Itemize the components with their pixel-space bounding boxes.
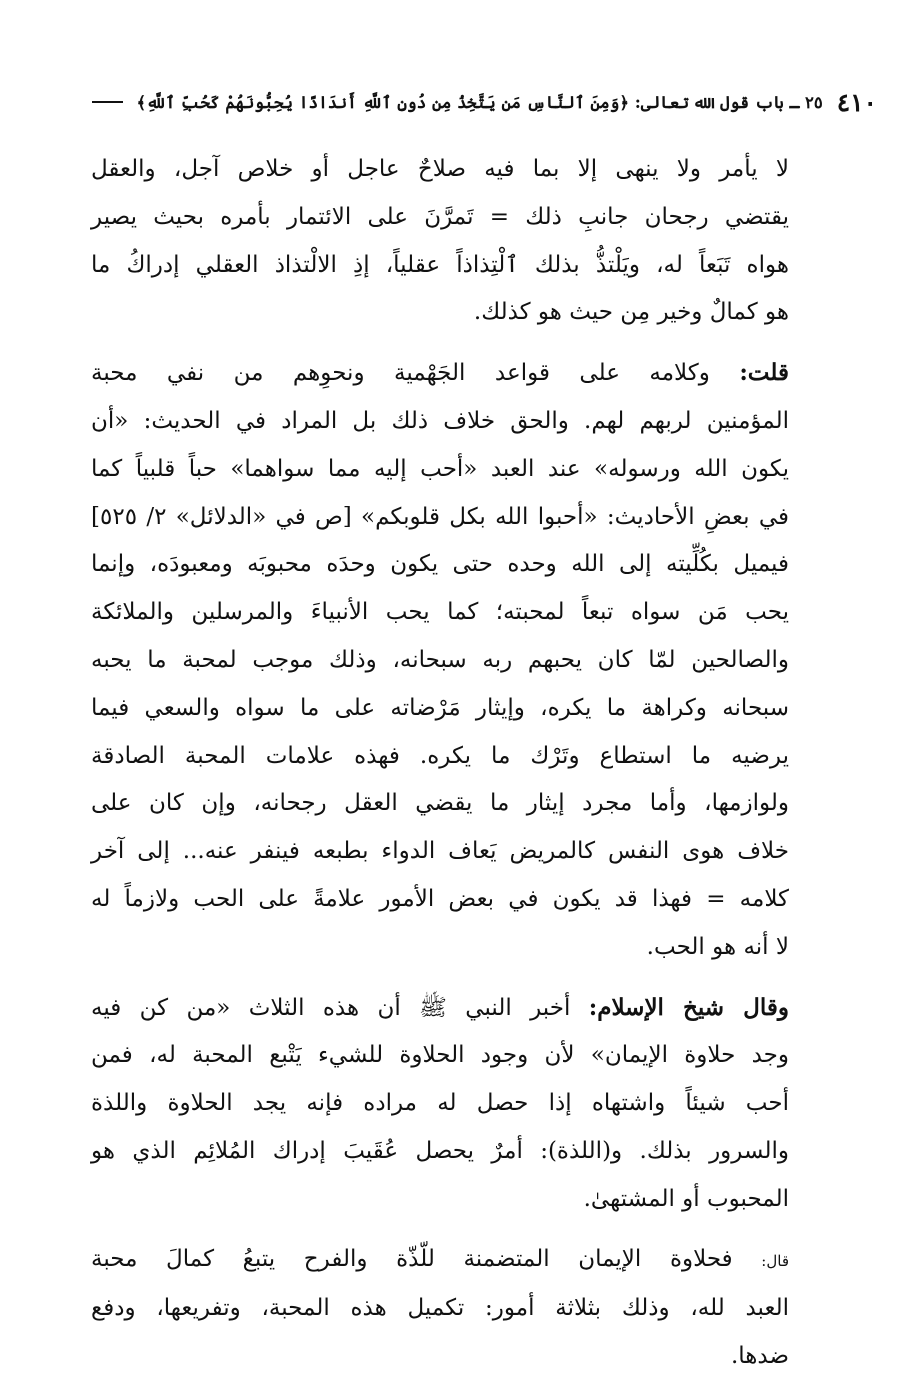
text-line: والسرور بذلك. و(اللذة): أمرٌ يحصل عُقَيبَ إدراك المُلائِم الذي هو	[91, 1137, 789, 1164]
text-line: يقتضي رجحان جانبِ ذلك = تَمرَّنَ على الائتمار بأمره بحيث يصير	[91, 203, 789, 230]
chapter-title: ٢٥ ـ باب قول الله تعالى: ﴿وَمِنَ ٱلنَّاسِ مَن يَتَّخِذُ مِن دُونِ ٱللَّهِ أَندَادًا يُحِبُّونَهُمْ كَحُبِّ ٱللَّهِ﴾	[136, 92, 823, 112]
line-text: وكلامه على قواعد الجَهْمية ونحوِهم من نفي محبة	[91, 360, 710, 387]
text-line: فيميل بكُلِّيته إلى الله وحده حتى يكون وحدَه محبوبَه ومعبودَه، وإنما	[91, 551, 789, 578]
running-header	[92, 80, 877, 124]
text-line: أحب شيئاً واشتهاه إذا حصل له مراده فإنه يجد الحلاوة واللذة	[91, 1090, 790, 1117]
paragraph-lead: قال:	[761, 1251, 789, 1270]
text-line: كلامه = فهذا قد يكون في بعض الأمور علامةً على الحب ولازماً له	[91, 885, 789, 912]
paragraph-lead: وقال شيخ الإسلام:	[588, 993, 789, 1021]
text-line: ضدها.	[730, 1343, 789, 1370]
text-line: هواه تَبَعاً له، ويَلْتذُّ بذلك ٱلْتِذاذاً عقلياً، إذِ الالْتذاذ العقلي إدراكُ ما	[91, 251, 789, 278]
text-line: هو كمالٌ وخير مِن حيث هو كذلك.	[473, 299, 789, 326]
text-line: لا أنه هو الحب.	[646, 933, 789, 960]
text-line: ولوازمها، وأما مجرد إيثار ما يقضي العقل رجحانه، وإن كان على	[91, 790, 789, 817]
text-line: يكون الله ورسوله» عند العبد «أحب إليه مما سواهما» حباً قلبياً كما	[91, 455, 789, 482]
text-line: سبحانه وكراهة ما يكره، وإيثار مَرْضاته على ما سواه والسعي فيما	[91, 694, 789, 721]
line-text: أخبر النبي ﷺ أن هذه الثلاث «من كن فيه	[91, 994, 571, 1021]
text-line: يرضيه ما استطاع وتَرْك ما يكره. فهذه علامات المحبة الصادقة	[91, 742, 789, 769]
text-line: يحب مَن سواه تبعاً لمحبته؛ كما يحب الأنبياءَ والمرسلين والملائكة	[91, 599, 789, 626]
text-line: والصالحين لمّا كان يحبهم ربه سبحانه، وذلك موجب لمحبة ما يحبه	[91, 646, 789, 673]
paragraph	[91, 984, 789, 1224]
text-line: وجد حلاوة الإيمان» لأن وجود الحلاوة للشيء يَتْبع المحبة له، فمن	[91, 1042, 789, 1069]
text-line	[91, 349, 789, 398]
text-line	[91, 1236, 789, 1286]
paragraph	[91, 349, 789, 971]
text-line: العبد لله، وذلك بثلاثة أمور: تكميل هذه المحبة، وتفريعها، ودفع	[91, 1295, 789, 1322]
header-rule	[92, 101, 123, 103]
text-line: لا يأمر ولا ينهى إلا بما فيه صلاحٌ عاجل أو خلاص آجل، والعقل	[91, 156, 789, 182]
text-line: المحبوب أو المشتهىٰ.	[583, 1185, 789, 1212]
page-number: ٤١٠	[836, 87, 877, 117]
text-line: خلاف هوى النفس كالمريض يَعاف الدواء بطبعه فينفر عنه... إلى آخر	[91, 838, 789, 865]
line-text: فحلاوة الإيمان المتضمنة للّذّة والفرح يتبعُ كمالَ محبة	[91, 1245, 733, 1272]
text-line: في بعضِ الأحاديث: «أحبوا الله بكل قلوبكم» [ص في «الدلائل» ٢/ ٥٢٥]	[91, 503, 789, 530]
text-line	[91, 984, 789, 1033]
text-line: المؤمنين لربهم لهم. والحق خلاف ذلك بل المراد في الحديث: «أن	[91, 407, 789, 434]
paragraph-lead: قلت:	[739, 359, 789, 387]
page-body	[91, 146, 789, 1393]
paragraph	[91, 146, 789, 337]
paragraph	[91, 1236, 789, 1381]
